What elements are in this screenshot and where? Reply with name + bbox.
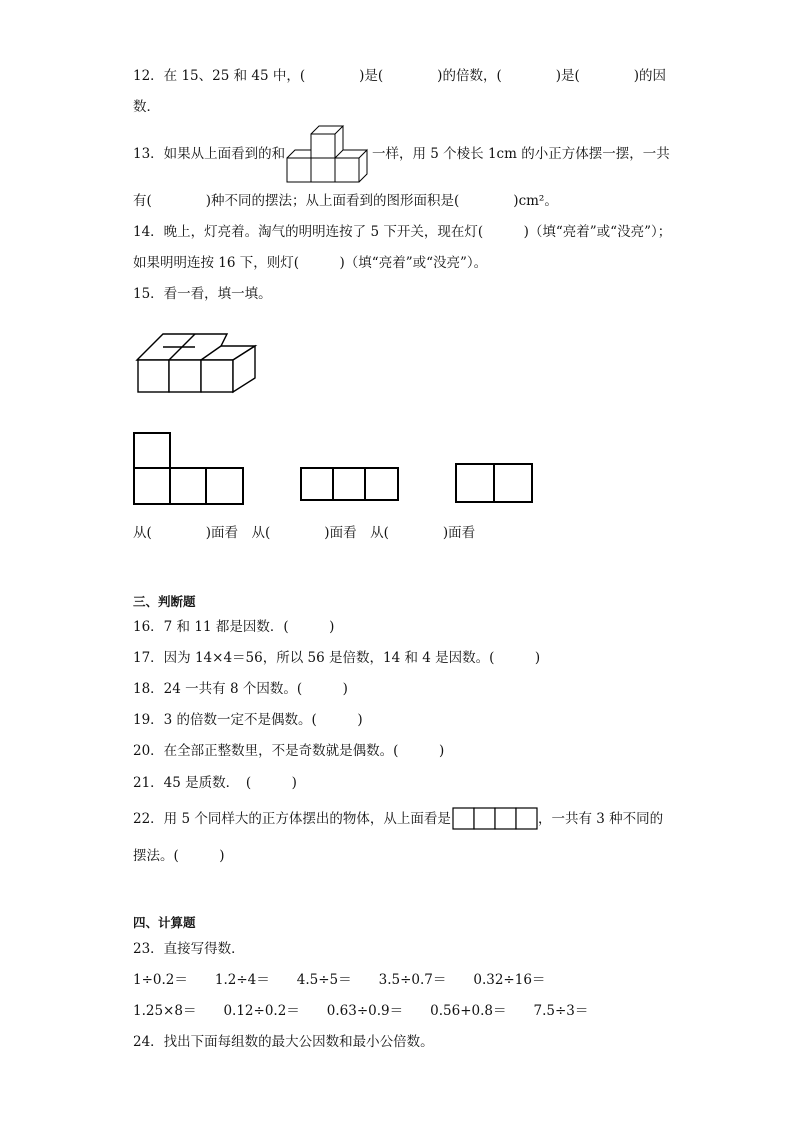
top-view-four-squares-figure (452, 807, 538, 831)
q22-line1-end: ，一共有 3 种不同的 (538, 811, 664, 827)
cube-stack-3d-figure (137, 334, 259, 394)
q12-line1: 12．在 15、25 和 45 中，( )是( )的倍数，( )是( )的因 (133, 68, 667, 84)
q15-title: 15．看一看，填一填。 (133, 286, 272, 302)
q13-line1-end: 一样，用 5 个棱长 1cm 的小正方体摆一摆，一共 (372, 146, 670, 162)
q24: 24．找出下面每组数的最大公因数和最小公倍数。 (133, 1034, 434, 1050)
q16: 16．7 和 11 都是因数．( ) (133, 619, 335, 635)
q21: 21．45 是质数． ( ) (133, 775, 297, 791)
q12-line2: 数． (133, 99, 160, 115)
q17: 17．因为 14×4＝56，所以 56 是倍数，14 和 4 是因数。( ) (133, 650, 541, 666)
view-figure-three-squares (300, 467, 400, 502)
section3-title: 三、判断题 (133, 594, 196, 609)
cube-front-view-figure (287, 126, 371, 184)
q13-line2: 有( )种不同的摆法；从上面看到的图形面积是( )cm²。 (133, 193, 558, 209)
q18: 18．24 一共有 8 个因数。( ) (133, 681, 348, 697)
view-figure-l-shape (133, 432, 245, 506)
q13-line1-start: 13．如果从上面看到的和 (133, 146, 286, 162)
q20: 20．在全部正整数里，不是奇数就是偶数。( ) (133, 743, 445, 759)
q14-line1: 14．晚上，灯亮着。淘气的明明连按了 5 下开关，现在灯( )（填“亮着”或“没亮”）； (133, 224, 672, 240)
q22-line1-start: 22．用 5 个同样大的正方体摆出的物体，从上面看是 (133, 811, 451, 827)
q23: 23．直接写得数． (133, 941, 245, 957)
q15-view-labels: 从( )面看 从( )面看 从( )面看 (133, 525, 476, 541)
section4-title: 四、计算题 (133, 915, 196, 930)
q14-line2: 如果明明连按 16 下，则灯( )（填“亮着”或“没亮”）。 (133, 255, 488, 271)
q23-row1: 1÷0.2＝ 1.2÷4＝ 4.5÷5＝ 3.5÷0.7＝ 0.32÷16＝ (133, 972, 546, 988)
q19: 19．3 的倍数一定不是偶数。( ) (133, 712, 363, 728)
q22-line2: 摆法。( ) (133, 848, 225, 864)
q23-row2: 1.25×8＝ 0.12÷0.2＝ 0.63÷0.9＝ 0.56+0.8＝ 7.5÷3＝ (133, 1003, 589, 1019)
view-figure-two-squares (455, 463, 535, 504)
